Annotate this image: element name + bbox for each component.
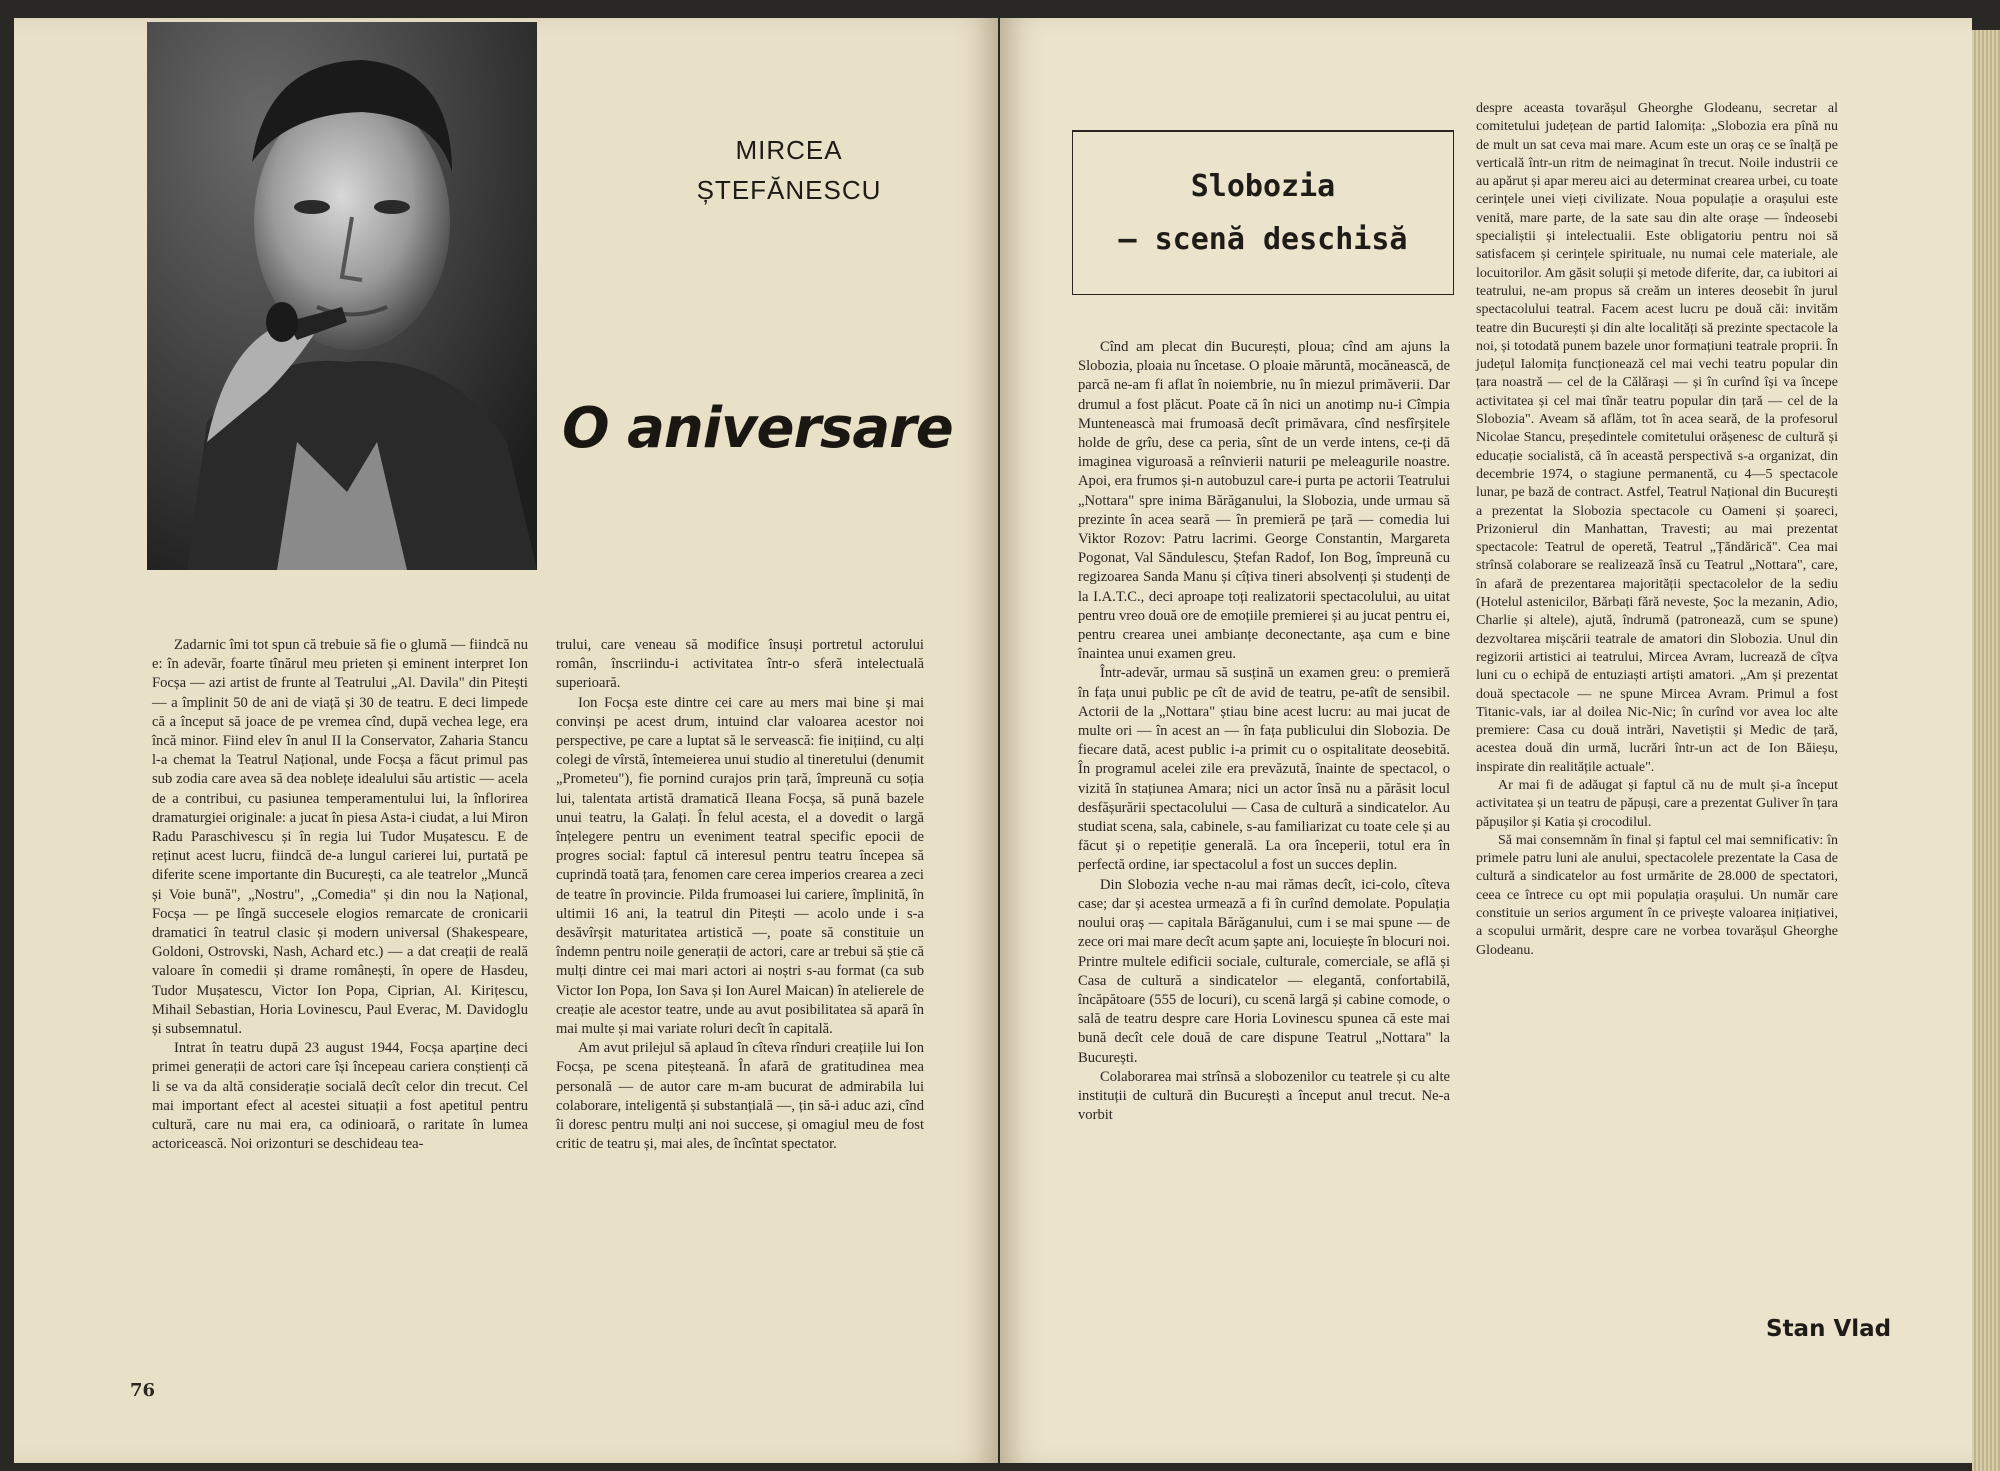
right-column-1 (1078, 338, 1450, 1125)
paragraph: Ion Focșa este dintre cei care au mers mai bine și mai convinși pe acest drum, intuind clar valoarea acestor noi perspective, pe care a luptat să le servească: fie inițiind, cu alți colegi de vîrstă, întemeierea unui studio al tineretului (denumit „Prometeu"), fie pornind curajos prin țară, împreună cu soția lui, talentata artistă dramatică Ileana Focșa, să pună bazele unui teatru, la Galați. În felul acesta, el a dovedit o largă înțelegere pentru un eveniment teatral specific epocii de progres social: faptul că interesul pentru teatru începea să cuprindă toată țara, fenomen care cerea imperios crearea a zeci de teatre în provincie. Pilda frumoasei lui cariere, împlinită, în ultimii 16 ani, la teatrul din Pitești — acolo unde i s-a desăvîrșit maturitatea artistică —, poate să constituie un îndemn pentru noile generații de actori, care ar trebui să știe că mulți dintre cei mai mari actori ai noștri s-au format (ca sub Victor Ion Popa, Ion Sava și Ion Aurel Maican) în atelierele de creație ale acestor teatre, unde au avut posibilitatea să apară în mai multe și mai variate roluri decît în capitală. (556, 694, 924, 1038)
page-edges (1972, 30, 2000, 1471)
left-column-1 (152, 636, 528, 1154)
author-signature: Stan Vlad (1766, 1316, 1892, 1342)
paragraph: despre aceasta tovarășul Gheorghe Glodeanu, secretar al comitetului județean de partid Ialomița: „Slobozia era pînă nu de mult un sat ceva mai mare. Acum este un oraș ce se înalță pe verticală într-un ritm de neimaginat în trecut. Noile industrii ce au apărut și apar mereu aici au determinat crearea urbei, cu toate cerințele unei vieți civilizate. Noua populație a orașului este venită, mare parte, de la sate sau din alte orașe — îndeosebi specialiștii și intelectualii. Este obligatoriu pentru noi să satisfacem și cerințele spirituale, nu numai cele materiale, ale locuitorilor. Am găsit soluții și metode diferite, dar, ca iubitori ai teatrului, ne-am propus să creăm un interes deosebit în jurul spectacolului teatral. Facem acest lucru pe două căi: invităm teatre din București și din alte localități să prezinte spectacole la noi, și totodată punem bazele unor formațiuni teatrale proprii. În județul Ialomița funcționează cel mai vechi teatru popular din țara noastră — cel de la Călărași — și în curînd își va începe activitatea și cel mai tînăr teatru popular din țară — cel de la Slobozia". Aveam să aflăm, tot în acea seară, de la profesorul Nicolae Stancu, președintele comitetului orășenesc de cultură și educație socialistă, că în această perspectivă s-a organizat, din decembrie 1974, o stagiune permanentă, cu 4—5 spectacole lunar, pe bază de contract. Astfel, Teatrul Național din București a prezentat la Slobozia spectacole cu Oameni și șoareci, Prizonierul din Manhattan, Travesti; au mai prezentat spectacole: Teatrul de operetă, Teatrul „Țăndărică". Cea mai strînsă colaborare se realizează însă cu Teatrul „Nottara", care, în afară de prezentarea majorității spectacolelor de la sediu (Hotelul astenicilor, Bărbați fără neveste, Șoc la mezanin, Adio, Charlie și altele), ajută, îndrumă (patronează, cum se spune) dezvoltarea mișcării teatrale de amatori din Slobozia. Unul din regizorii artistici ai teatrului, Mircea Avram, lucrează de cîțva luni cu o echipă de entuziaști artiști amatori. „Am și prezentat două spectacole — ne spune Mircea Avram. Primul a fost Titanic-vals, iar al doilea Nic-Nic; în curînd vor avea loc alte premiere: Casa cu două intrări, Navetiștii și Medic de țară, acestea două din urmă, lucrări într-un act de Ion Băieșu, inspirate din realitățile actuale". (1476, 101, 1838, 775)
paragraph: Intrat în teatru după 23 august 1944, Focșa aparține deci primei generații de actori care își începeau cariera conștienți că li se va da altă considerație socială decît celor din trecut. Cel mai important efect al acestei situații a fost apetitul pentru cultură, care nu mai era, ca odinioară, o raritate în lumea actoricească. Noi orizonturi se deschideau tea- (152, 1040, 528, 1153)
paragraph: Ar mai fi de adăugat și faptul că nu de mult și-a început activitatea și un teatru de păpuși, care a prezentat Guliver în țara păpușilor și Katia și crocodilul. (1476, 777, 1838, 830)
paragraph: Să mai consemnăm în final și faptul cel mai semnificativ: în primele patru luni ale anului, spectacolele prezentate la Casa de cultură a sindicatelor au fost urmărite de 28.000 de spectatori, ceea ce întrece cu opt mii populația orașului. Un număr care constituie un serios argument în ce privește valoarea inițiativei, a scopului urmărit, despre care ne vorbea tovarășul Gheorghe Glodeanu. (1476, 832, 1838, 958)
paragraph: Cînd am plecat din București, ploua; cînd am ajuns la Slobozia, ploaia nu încetase. O ploaie măruntă, mocănească, de parcă ne-am fi aflat în noiembrie, nu în miezul primăverii. Dar drumul a fost plăcut. Poate că în nici un anotimp nu-i Cîmpia Munteneascà mai frumoasă decît primăvara, cînd nesfîrșitele holde de grîu, dese ca peria, sînt de un verde intens, ce-ți dă imaginea viguroasă a reînvierii naturii pe meleagurile noastre. Apoi, era frumos și-n autobuzul care-i purta pe actorii Teatrului „Nottara" spre inima Bărăganului, la Slobozia, unde urmau să prezinte în acea seară — în premieră pe țară — comedia lui Viktor Rozov: Patru lacrimi. George Constantin, Margareta Pogonat, Val Săndulescu, Ștefan Radof, Ion Bog, împreună cu regizoarea Sanda Manu și cîțiva tineri absolvenți și studenți de la I.A.T.C., deci aproape toți realizatorii spectacolului, au uitat pentru vreo două ore de emoțiile premierei și au jucat pentru ei, pentru crearea unei ambianțe deconectante, așa cum e bine înaintea unui examen greu. (1078, 339, 1450, 663)
article-subtitle: — scenă deschisă (1118, 222, 1408, 257)
article-headline: O aniversare (562, 396, 953, 461)
paragraph: Zadarnic îmi tot spun că trebuie să fie o glumă — fiindcă nu e: în adevăr, foarte tînărul meu prieten și eminent interpret Ion Focșa — azi artist de frunte al Teatrului „Al. Davila" din Pitești — a împlinit 50 de ani de viață și 30 de teatru. E deci limpede că a început să joace de pe vremea cînd, după vechea lege, era încă minor. Fiind elev în anul II la Conservator, Zaharia Stancu l-a chemat la Teatrul Național, unde Focșa a făcut primul pas sub zodia care avea să dea noblețe idealului său artistic — acela de a contribui, cu pasiunea temperamentului lui, la înflorirea dramaturgiei originale: a jucat în piesa Asta-i ciudat, a lui Miron Radu Paraschivescu și în regia lui Tudor Mușatescu. E de reținut acest lucru, fiindcă de-a lungul carierei lui, purtată pe diferite scene importante din București, ca ale teatrelor „Muncă și Voie bună", „Nostru", „Comedia" și din nou la Național, Focșa — pe lîngă succesele elogios remarcate de cronicarii dramatici în teatrul clasic și modern universal (Shakespeare, Goldoni, Ostrovski, Nash, Achard etc.) — a dat creații de reală valoare în comedii și drame românești, în opere de Hasdeu, Tudor Mușatescu, Victor Ion Popa, Ciprian, Al. Kirițescu, Mihail Sebastian, Horia Lovinescu, Paul Everac, M. Davidoglu și subsemnatul. (152, 637, 528, 1038)
portrait-illustration (147, 22, 537, 570)
article-title: Slobozia (1190, 169, 1336, 204)
paragraph: Într-adevăr, urmau să susțină un examen greu: o premieră în fața unui public pe cît de avid de teatru, pe-atît de sensibil. Actorii de la „Nottara" știau bine acest lucru: au mai jucat de multe ori — în acest an — în fața publicului din Slobozia. De fiecare dată, acest public i-a primit cu o ospitalitate deosebită. În programul acelei zile era prevăzută, înainte de spectacol, o vizită în stațiunea Amara; nici un actor însă nu a părăsit locul desfășurării spectacolului — Casa de cultură a sindicatelor. Au studiat scena, sala, cabinele, s-au familiarizat cu toate cele și au făcut și o repetiție generală. La ora începerii, totul era în perfectă ordine, iar spectacolul a fost un succes deplin. (1078, 665, 1450, 874)
author-name: MIRCEA ȘTEFĂNESCU (696, 135, 882, 205)
paragraph: trului, care veneau să modifice însuși portretul actorului român, înscriindu-i activitatea într-o sferă intelectuală superioară. (556, 637, 924, 692)
paragraph: Am avut prilejul să aplaud în cîteva rînduri creațiile lui Ion Focșa, pe scena piteșteană. În afară de gratitudinea mea personală — de autor care m-am bucurat de admirabila lui colaborare, inteligentă și substanțială —, țin să-i aduc azi, cînd îi doresc pentru mulți ani noi succese, și omagiul meu de fost critic de teatru și, mai ales, de încîntat spectator. (556, 1040, 924, 1153)
author-portrait-photo (147, 22, 537, 570)
right-column-2 (1476, 100, 1838, 960)
right-page (1000, 18, 1972, 1463)
paragraph: Colaborarea mai strînsă a slobozenilor cu teatrele și cu alte instituții de cultură din București a început anul trecut. Ne-a vorbit (1078, 1068, 1450, 1124)
left-column-2 (556, 636, 924, 1154)
paragraph: Din Slobozia veche n-au mai rămas decît, ici-colo, cîteva case; dar și acestea urmează a fi în curînd demolate. Populația noului oraș — capitala Bărăganului, cum i se mai spune — de zece ori mai mare decît acum șapte ani, locuiește în blocuri noi. Printre multele edificii sociale, culturale, comerciale, se află și Casa de cultură a sindicatelor — elegantă, confortabilă, încăpătoare (555 de locuri), cu scenă largă și cabine comode, o sală de teatru despre care Horia Lovinescu spunea că este mai bună decît cele două de care dispune Teatrul „Nottara" la București. (1078, 876, 1450, 1066)
left-page (14, 18, 998, 1463)
title-box (1072, 130, 1454, 295)
page-number: 76 (130, 1380, 156, 1401)
